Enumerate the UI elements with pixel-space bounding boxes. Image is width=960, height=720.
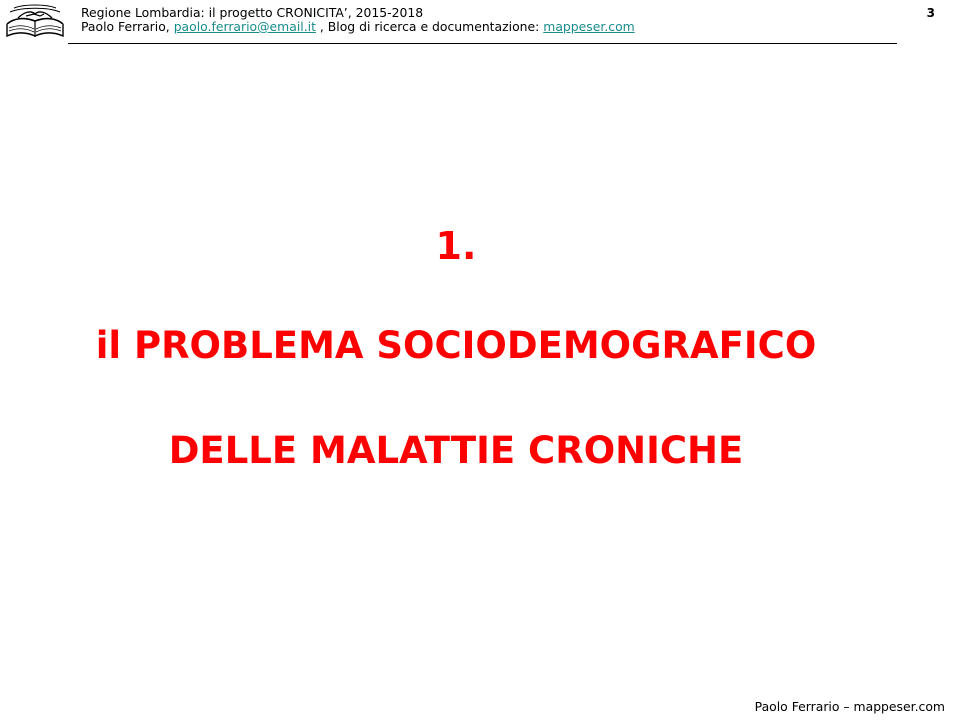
section-title-line-1: il PROBLEMA SOCIODEMOGRAFICO — [95, 324, 817, 367]
page-number: 3 — [926, 6, 935, 20]
header-author: Paolo Ferrario, — [81, 19, 174, 34]
header-credits-line — [81, 20, 635, 34]
section-title-line-2: DELLE MALATTIE CRONICHE — [168, 429, 744, 472]
slide-header — [81, 6, 635, 34]
book-handshake-logo-icon — [4, 2, 66, 42]
section-number: 1. — [435, 224, 477, 268]
blog-link[interactable]: mappeser.com — [543, 19, 635, 34]
header-divider — [68, 43, 897, 44]
header-blog-label: , Blog di ricerca e documentazione: — [315, 19, 544, 34]
slide-footer: Paolo Ferrario – mappeser.com — [754, 699, 945, 714]
header-title-line: Regione Lombardia: il progetto CRONICITA’, 2015-2018 — [81, 5, 424, 20]
email-link[interactable]: paolo.ferrario@email.it — [173, 19, 316, 34]
